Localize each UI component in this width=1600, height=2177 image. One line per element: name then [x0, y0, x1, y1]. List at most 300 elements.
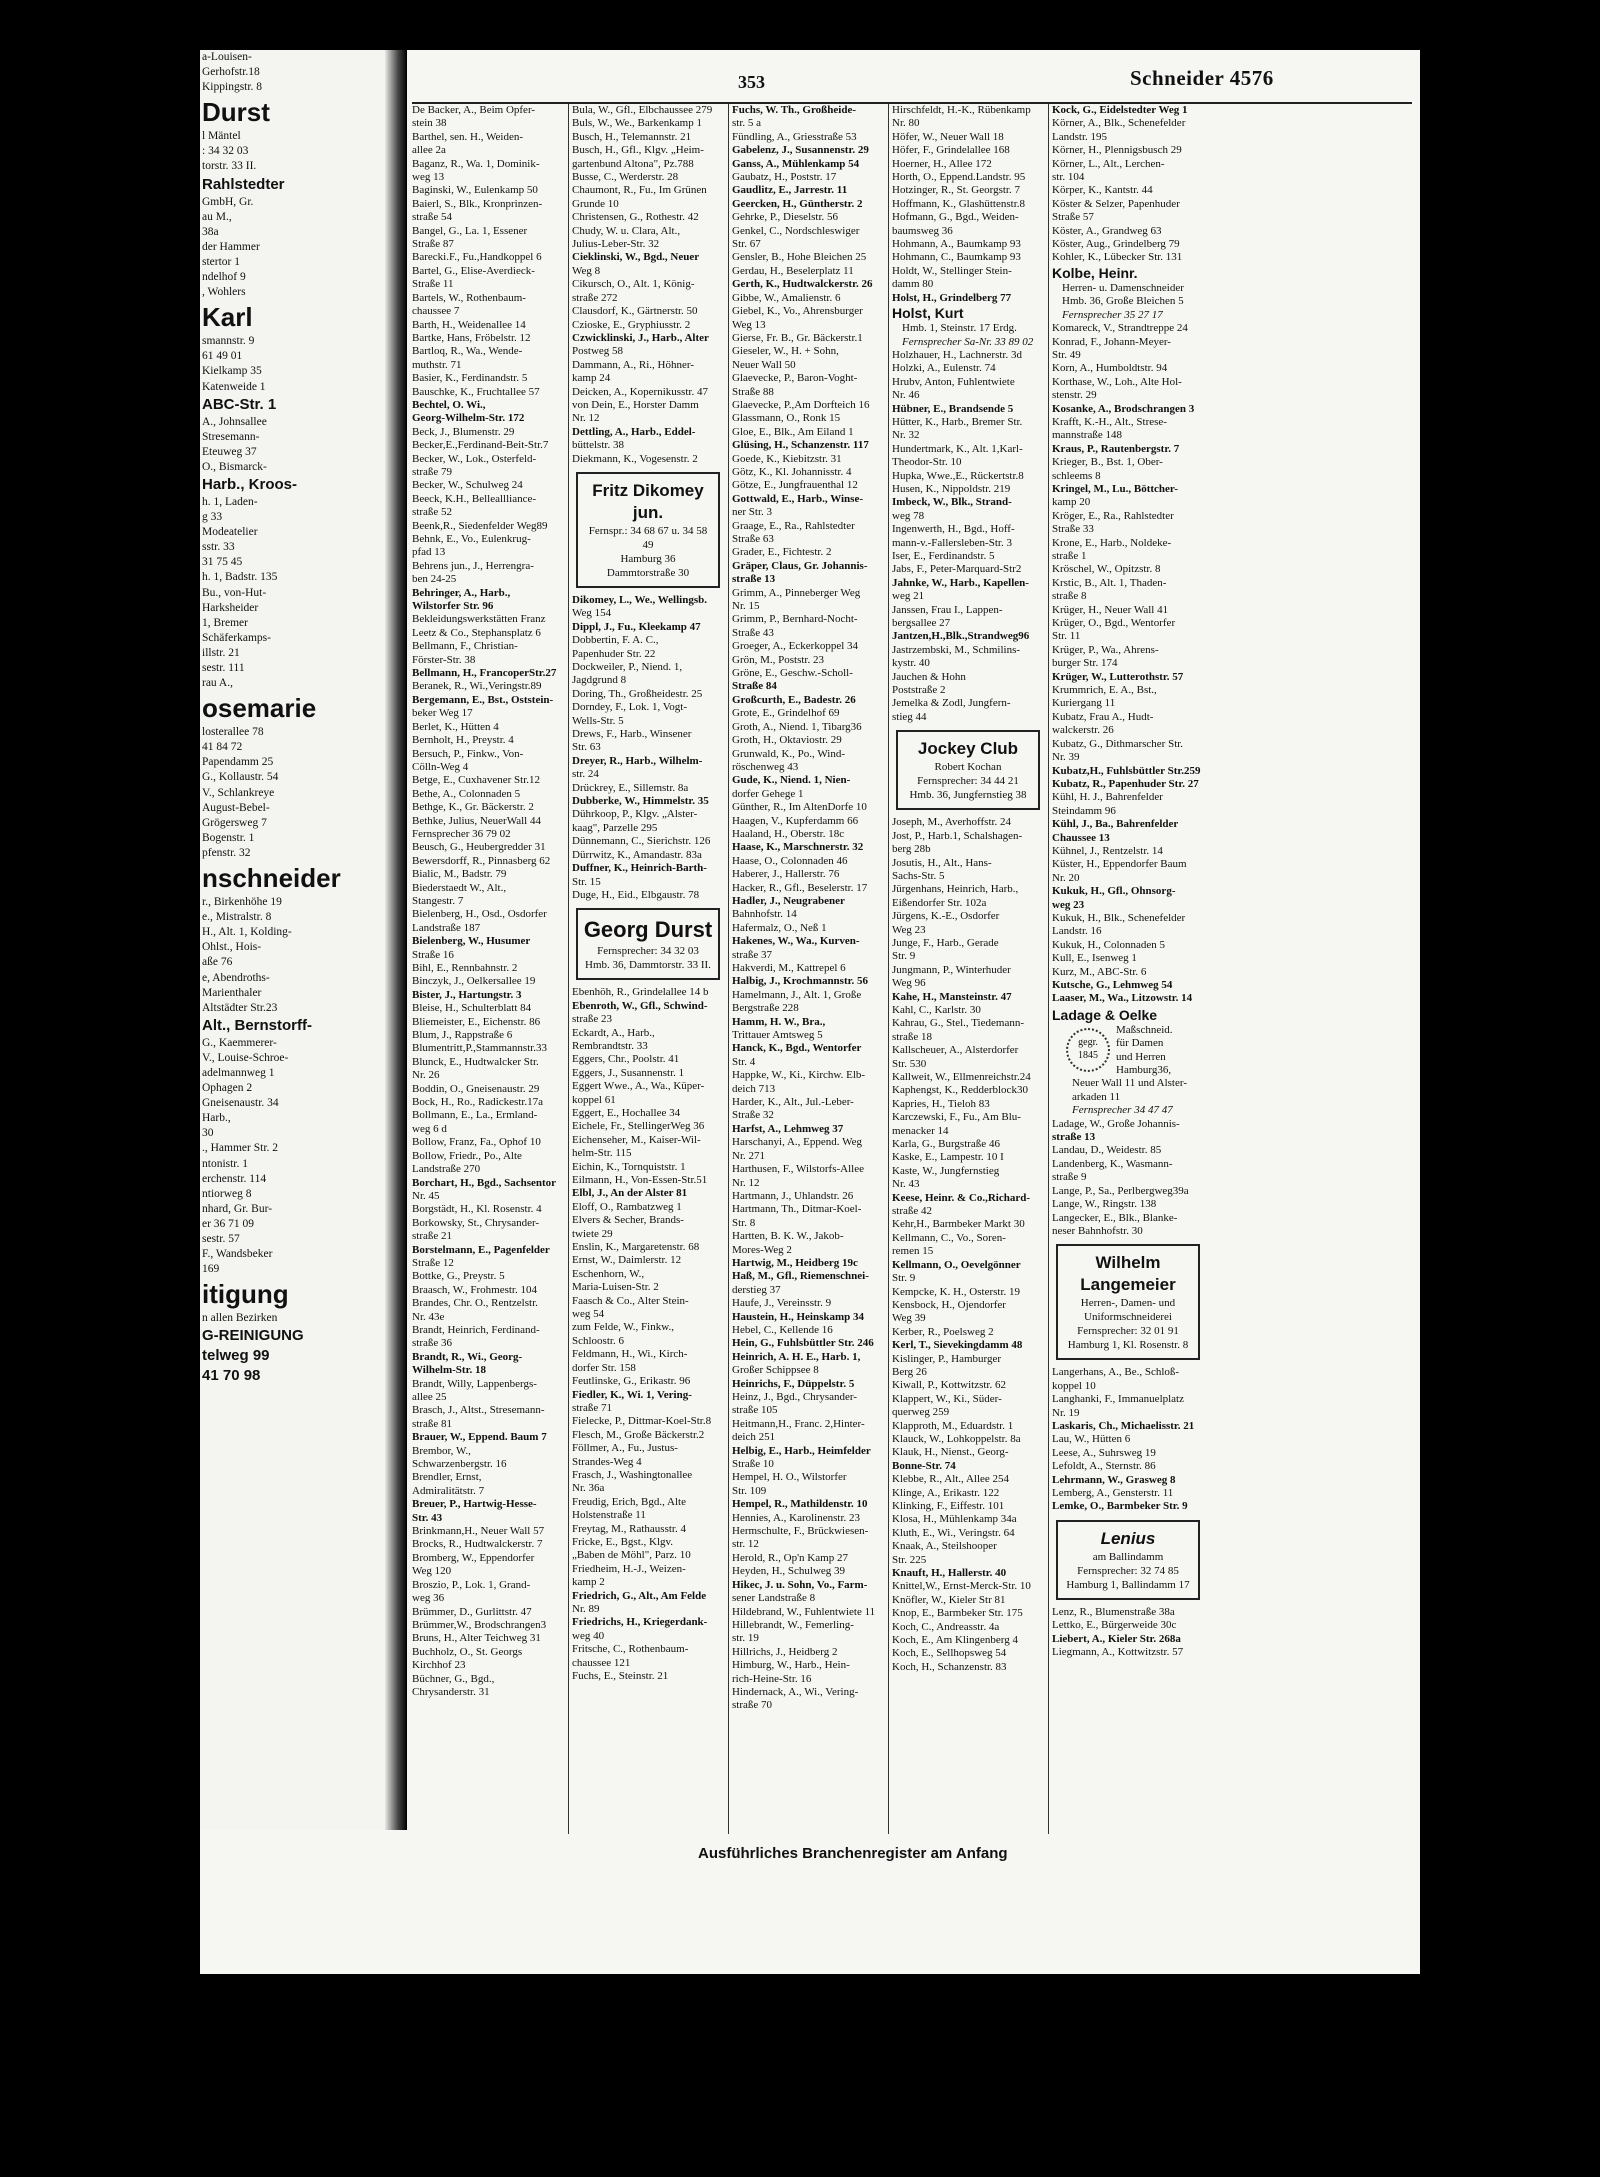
left-page-text: l Mäntel	[202, 130, 241, 143]
directory-entry: Knöfler, W., Kieler Str 81	[892, 1593, 1006, 1606]
directory-entry: Straße 88	[732, 385, 774, 398]
directory-entry: Strandes-Weg 4	[572, 1455, 642, 1468]
wreath-seal-icon: gegr. 1845	[1066, 1028, 1110, 1072]
directory-entry: Happke, W., Ki., Kirchw. Elb-	[732, 1069, 866, 1082]
directory-entry: Lenz, R., Blumenstraße 38a	[1052, 1605, 1175, 1618]
directory-entry: Kahe, H., Mansteinstr. 47	[892, 990, 1012, 1003]
directory-entry: berg 28b	[892, 843, 931, 856]
directory-entry: Kohler, K., Lübecker Str. 131	[1052, 251, 1183, 264]
left-page-text: stertor 1	[202, 255, 241, 268]
directory-entry: Straße 16	[412, 948, 454, 961]
directory-entry: Kiwall, P., Kottwitzstr. 62	[892, 1379, 1006, 1392]
directory-entry: Basier, K., Ferdinandstr. 5	[412, 372, 528, 385]
directory-entry: Heinz, J., Bgd., Chrysander-	[732, 1391, 858, 1403]
directory-entry: weg 13	[412, 171, 445, 184]
directory-entry: Dippl, J., Fu., Kleekamp 47	[572, 620, 701, 633]
directory-entry: Kringel, M., Lu., Böttcher-	[1052, 482, 1179, 495]
directory-entry: weg 40	[572, 1629, 605, 1642]
georg-durst-ad	[576, 908, 720, 980]
directory-entry: Haufe, J., Vereinsstr. 9	[732, 1297, 832, 1310]
directory-entry: Hempel, H. O., Wilstorfer	[732, 1471, 847, 1484]
directory-entry: Hamm, H. W., Bra.,	[732, 1015, 826, 1028]
directory-entry: Kellmann, O., Oevelgönner	[892, 1258, 1021, 1271]
directory-entry: Cölln-Weg 4	[412, 760, 469, 773]
directory-entry: Weg 13	[732, 318, 766, 331]
ad-line: Hamburg 1, Ballindamm 17	[1066, 1578, 1190, 1591]
directory-entry: muthstr. 71	[412, 358, 462, 371]
directory-entry: Gieseler, W., H. + Sohn,	[732, 345, 839, 358]
directory-entry: Keese, Heinr. & Co.,Richard-	[892, 1191, 1030, 1204]
directory-entry: menacker 14	[892, 1124, 949, 1137]
advertiser-name: Fritz Dikomey jun.	[592, 480, 704, 522]
directory-entry: kystr. 40	[892, 657, 930, 670]
directory-entry: Leese, A., Suhrsweg 19	[1052, 1446, 1156, 1459]
listing-line: und Herren	[1116, 1050, 1166, 1063]
left-page-text: Rahlstedter	[202, 175, 285, 193]
directory-entry: Küster, H., Eppendorfer Baum	[1052, 858, 1187, 871]
directory-entry: Landstr. 195	[1052, 130, 1107, 143]
directory-entry: Ladage, W., Große Johannis-	[1052, 1117, 1180, 1130]
directory-entry: Borgstädt, H., Kl. Rosenstr. 4	[412, 1203, 542, 1216]
left-page-text: sstr. 33	[202, 541, 235, 554]
directory-entry: Barecki.F., Fu.,Handkoppel 6	[412, 251, 542, 264]
directory-entry: Jost, P., Harb.1, Schalshagen-	[892, 829, 1023, 842]
left-page-text: nhard, Gr. Bur-	[202, 1202, 273, 1215]
directory-entry: Klinking, F., Eiffestr. 101	[892, 1500, 1005, 1512]
directory-entry: sener Landstraße 8	[732, 1592, 816, 1605]
left-page-text: torstr. 33 II.	[202, 160, 257, 173]
left-page-text: Kielkamp 35	[202, 365, 262, 378]
directory-entry: Giebel, K., Vo., Ahrensburger	[732, 305, 863, 318]
directory-entry: Busch, H., Gfl., Klgv. „Heim-	[572, 144, 704, 157]
left-page-text: g 33	[202, 511, 223, 524]
ad-line: Hamburg 36	[620, 552, 676, 565]
directory-entry: Hein, G., Fuhlsbüttler Str. 246	[732, 1337, 874, 1350]
column-1	[412, 104, 564, 1834]
directory-entry: Krone, E., Harb., Noldeke-	[1052, 536, 1172, 549]
directory-entry: Götze, E., Jungfrauenthal 12	[732, 479, 858, 492]
directory-entry: remen 15	[892, 1245, 934, 1258]
directory-entry: Bleise, H., Schulterblatt 84	[412, 1002, 532, 1015]
left-page-text: losterallee 78	[202, 726, 264, 739]
directory-entry: Nr. 89	[572, 1603, 600, 1615]
directory-entry: Grunde 10	[572, 197, 619, 210]
directory-entry: Str. 8	[732, 1216, 756, 1229]
directory-entry: Kluth, E., Wi., Veringstr. 64	[892, 1526, 1015, 1539]
directory-entry: Landenberg, K., Wasmann-	[1052, 1157, 1173, 1170]
directory-entry: Bock, H., Ro., Radickestr.17a	[412, 1096, 544, 1109]
directory-entry: weg 54	[572, 1308, 605, 1321]
directory-entry: Jantzen,H.,Blk.,Strandweg96	[892, 630, 1030, 643]
directory-entry: Nr. 20	[1052, 871, 1080, 884]
directory-entry: Drückrey, E., Sillemstr. 8a	[572, 781, 689, 794]
left-page-text: 31 75 45	[202, 556, 243, 569]
directory-entry: Barth, H., Weidenallee 14	[412, 318, 526, 331]
directory-entry: Nr. 15	[732, 600, 760, 613]
directory-entry: Dockweiler, P., Niend. 1,	[572, 661, 683, 673]
directory-entry: Kahrau, G., Stel., Tiedemann-	[892, 1017, 1024, 1030]
directory-entry: Blunck, E., Hudtwalcker Str.	[412, 1055, 539, 1068]
directory-entry: Bartke, Hans, Fröbelstr. 12	[412, 331, 531, 344]
directory-entry: Korthase, W., Loh., Alte Hol-	[1052, 375, 1182, 388]
directory-entry: Kubatz, Frau A., Hudt-	[1052, 710, 1154, 723]
directory-entry: Körper, K., Kantstr. 44	[1052, 184, 1153, 197]
left-page-text: ntonistr. 1	[202, 1157, 249, 1170]
directory-entry: weg 78	[892, 509, 925, 522]
directory-entry: Straße 84	[732, 680, 777, 693]
directory-entry: Nr. 45	[412, 1189, 440, 1202]
directory-entry: Straße 57	[1052, 211, 1094, 224]
directory-entry: Hartmann, Th., Ditmar-Koel-	[732, 1203, 862, 1216]
directory-entry: Chudy, W. u. Clara, Alt.,	[572, 224, 681, 237]
directory-entry: straße 272	[572, 291, 618, 304]
left-page-text: Schäferkamps-	[202, 631, 271, 644]
listing-line: für Damen	[1116, 1037, 1164, 1050]
directory-entry: Dürrwitz, K., Amandastr. 83a	[572, 848, 702, 861]
directory-entry: Lefoldt, A., Sternstr. 86	[1052, 1460, 1156, 1473]
left-page-text: itigung	[202, 1279, 289, 1310]
directory-entry: Eggert Wwe., A., Wa., Küper-	[572, 1080, 705, 1093]
directory-entry: Beusch, G., Heubergredder 31	[412, 841, 546, 854]
ladage-oelke-listing	[1052, 1006, 1204, 1118]
directory-entry: büttelstr. 38	[572, 439, 624, 452]
directory-entry: Föllmer, A., Fu., Justus-	[572, 1442, 678, 1455]
directory-entry: Freytag, M., Rathausstr. 4	[572, 1522, 686, 1535]
directory-entry: Rembrandtstr. 33	[572, 1039, 648, 1052]
directory-entry: str. 24	[572, 768, 599, 781]
directory-entry: Brendler, Ernst,	[412, 1471, 482, 1484]
directory-entry: Klebbe, R., Alt., Allee 254	[892, 1473, 1010, 1486]
directory-entry: Dammann, A., Ri., Höhner-	[572, 358, 694, 371]
directory-entry: Feutlinske, G., Erikastr. 96	[572, 1375, 691, 1388]
listing-line: Maßschneid.	[1116, 1023, 1173, 1036]
left-page-text: Katenweide 1	[202, 380, 266, 393]
directory-entry: Flesch, M., Große Bäckerstr.2	[572, 1428, 705, 1441]
directory-entry: Jungmann, P., Winterhuder	[892, 963, 1011, 976]
directory-entry: Friedheim, H.-J., Weizen-	[572, 1562, 686, 1575]
lenius-ad	[1056, 1520, 1200, 1600]
directory-entry: Beck, J., Blumenstr. 29	[412, 425, 515, 438]
directory-entry: Hübner, E., Brandsende 5	[892, 402, 1014, 415]
directory-entry: Eggers, J., Susannenstr. 1	[572, 1066, 685, 1079]
directory-entry: str. 19	[732, 1632, 759, 1645]
directory-entry: Beranek, R., Wi.,Veringstr.89	[412, 680, 542, 693]
directory-entry: Kallscheuer, A., Alsterdorfer	[892, 1044, 1019, 1057]
directory-entry: Binczyk, J., Oelkersallee 19	[412, 975, 536, 988]
directory-entry: Kehr,H., Barmbeker Markt 30	[892, 1218, 1025, 1231]
left-page-text: Ophagen 2	[202, 1082, 253, 1095]
directory-entry: Str. 63	[572, 741, 601, 754]
directory-entry: Landstraße 187	[412, 921, 481, 934]
directory-entry: stieg 44	[892, 710, 927, 723]
directory-entry: Brasch, J., Altst., Stresemann-	[412, 1404, 545, 1417]
directory-entry: Wells-Str. 5	[572, 714, 624, 727]
left-page-text: h. 1, Badstr. 135	[202, 571, 278, 584]
directory-entry: Feldmann, H., Wi., Kirch-	[572, 1348, 688, 1361]
left-page-text: smannstr. 9	[202, 335, 255, 348]
kolbe-listing	[1052, 265, 1204, 322]
directory-entry: Ganss, A., Mühlenkamp 54	[732, 157, 860, 170]
directory-entry: Busse, C., Werderstr. 28	[572, 171, 679, 184]
directory-entry: Straße 87	[412, 238, 454, 251]
directory-entry: Höfer, W., Neuer Wall 18	[892, 130, 1004, 143]
left-page-text: ., Hammer Str. 2	[202, 1142, 279, 1155]
directory-entry: Eloff, O., Rambatzweg 1	[572, 1200, 682, 1213]
directory-entry: Hermschulte, F., Brückwiesen-	[732, 1525, 869, 1538]
directory-entry: straße 81	[412, 1417, 453, 1430]
advertiser-name: Georg Durst	[583, 917, 713, 943]
directory-entry: straße 79	[412, 465, 453, 478]
directory-entry: Dührkoop, P., Klgv. „Alster-	[572, 808, 698, 821]
directory-entry: Weg 23	[892, 923, 926, 936]
directory-entry: Fiedler, K., Wi. 1, Vering-	[572, 1388, 692, 1401]
directory-entry: dorfer Str. 158	[572, 1361, 636, 1374]
left-page-text: au M.,	[202, 210, 232, 223]
book-gutter	[385, 50, 407, 1830]
directory-entry: Kerl, T., Sievekingdamm 48	[892, 1339, 1023, 1352]
directory-entry: Imbeck, W., Blk., Strand-	[892, 496, 1012, 509]
directory-entry: damm 80	[892, 278, 934, 291]
left-page-text: nschneider	[202, 863, 341, 894]
directory-entry: Elbl, J., An der Alster 81	[572, 1187, 688, 1200]
left-page-text: erchenstr. 114	[202, 1172, 267, 1185]
directory-entry: Hebel, C., Kellende 16	[732, 1323, 833, 1336]
directory-entry: Glüsing, H., Schanzenstr. 117	[732, 439, 869, 452]
directory-entry: Geercken, H., Güntherstr. 2	[732, 197, 863, 210]
directory-entry: Broszio, P., Lok. 1, Grand-	[412, 1578, 531, 1591]
directory-entry: Bonne-Str. 74	[892, 1459, 956, 1472]
directory-entry: Kahl, C., Karlstr. 30	[892, 1003, 981, 1016]
directory-entry: Glaevecke, P., Baron-Voght-	[732, 372, 858, 385]
directory-entry: Hartwig, M., Heidberg 19c	[732, 1256, 858, 1269]
directory-entry: Haustein, H., Heinskamp 34	[732, 1310, 865, 1323]
directory-entry: Kurz, M., ABC-Str. 6	[1052, 965, 1147, 978]
directory-entry: Str. 9	[892, 1272, 916, 1285]
directory-entry: Großer Schippsee 8	[732, 1364, 819, 1377]
directory-entry: neser Bahnhofstr. 30	[1052, 1224, 1143, 1237]
directory-entry: Barthel, sen. H., Weiden-	[412, 130, 524, 143]
directory-entry: Glaevecke, P.,Am Dorfteich 16	[732, 398, 870, 411]
ad-line: Herren-, Damen- und	[1080, 1297, 1176, 1310]
directory-entry: Jauchen & Hohn	[892, 670, 966, 683]
directory-entry: Christensen, G., Rothestr. 42	[572, 211, 699, 224]
left-page-text: Gneisenaustr. 34	[202, 1097, 279, 1110]
directory-entry: Behrens jun., J., Herrengra-	[412, 559, 534, 572]
left-page-text: H., Alt. 1, Kolding-	[202, 926, 292, 939]
directory-entry: Nr. 12	[732, 1176, 760, 1189]
directory-entry: röschenweg 43	[732, 760, 799, 773]
directory-entry: Jürgenhans, Heinrich, Harb.,	[892, 883, 1019, 896]
ad-line: Fernsprecher: 32 74 85	[1077, 1564, 1179, 1577]
directory-entry: Sachs-Str. 5	[892, 869, 945, 882]
directory-entry: Wilstorfer Str. 96	[412, 600, 494, 613]
directory-entry: Jastrzembski, M., Schmilins-	[892, 643, 1021, 656]
directory-entry: Höfer, F., Grindelallee 168	[892, 144, 1010, 157]
left-page-text: Harb., Kroos-	[202, 475, 298, 493]
left-page-text: F., Wandsbeker	[202, 1248, 273, 1261]
directory-entry: von Dein, E., Horster Damm	[572, 398, 699, 411]
directory-entry: Bethge, K., Gr. Bäckerstr. 2	[412, 801, 534, 814]
directory-entry: Trittauer Amtsweg 5	[732, 1029, 823, 1042]
directory-entry: Gottwald, E., Harb., Winse-	[732, 492, 863, 505]
directory-entry: Klapproth, M., Eduardstr. 1	[892, 1419, 1014, 1432]
left-page-text: 61 49 01	[202, 350, 243, 363]
directory-entry: Nr. 32	[892, 429, 920, 442]
directory-entry: Bartels, W., Rothenbaum-	[412, 291, 526, 304]
directory-entry: Büchner, G., Bgd.,	[412, 1672, 495, 1685]
directory-entry: mann-v.-Fallersleben-Str. 3	[892, 536, 1012, 549]
directory-entry: Heinrichs, F., Düppelstr. 5	[732, 1377, 855, 1390]
directory-entry: Bauschke, K., Fruchtallee 57	[412, 385, 540, 398]
directory-entry: Hillrichs, J., Heidberg 2	[732, 1645, 838, 1658]
directory-entry: Köster & Selzer, Papenhuder	[1052, 197, 1180, 210]
directory-entry: Fuchs, E., Steinstr. 21	[572, 1670, 669, 1683]
left-page-text: Ohlst., Hois-	[202, 941, 262, 954]
left-page-text: G-REINIGUNG	[202, 1327, 304, 1345]
directory-entry: Hennies, A., Karolinenstr. 23	[732, 1511, 861, 1524]
left-page-text: 38a	[202, 225, 219, 238]
directory-entry: Bekleidungswerkstätten Franz	[412, 613, 546, 626]
left-page-text: GmbH, Gr.	[202, 195, 254, 208]
left-page-text: ABC-Str. 1	[202, 395, 277, 413]
directory-entry: Brinkmann,H., Neuer Wall 57	[412, 1525, 545, 1538]
left-page-text: sestr. 111	[202, 662, 245, 674]
ad-line: Fernspr.: 34 68 67 u. 34 58 49	[588, 524, 708, 551]
jockey-club-ad	[896, 730, 1040, 810]
directory-entry: Josutis, H., Alt., Hans-	[892, 856, 992, 869]
directory-entry: Karla, G., Burgstraße 46	[892, 1138, 1000, 1151]
left-page-text: Kippingstr. 8	[202, 81, 263, 94]
directory-entry: Nr. 271	[732, 1149, 765, 1162]
left-page-text: Altstädter Str.23	[202, 1001, 278, 1014]
directory-entry: Harschanyi, A., Eppend. Weg	[732, 1136, 862, 1149]
directory-entry: straße 18	[892, 1030, 933, 1043]
directory-entry: Brandt, R., Wi., Georg-	[412, 1350, 523, 1363]
directory-entry: Steindamm 96	[1052, 804, 1116, 817]
left-page-text: 41 70 98	[202, 1367, 261, 1385]
directory-entry: Maria-Luisen-Str. 2	[572, 1281, 659, 1294]
directory-entry: Hamelmann, J., Alt. 1, Große	[732, 988, 862, 1001]
directory-entry: Enslin, K., Margaretenstr. 68	[572, 1241, 700, 1254]
left-page-text: er 36 71 09	[202, 1217, 255, 1230]
left-page-text: e, Abendroths-	[202, 971, 270, 984]
directory-entry: Chrysanderstr. 31	[412, 1685, 490, 1698]
directory-entry: Julius-Leber-Str. 32	[572, 238, 660, 251]
listing-name: Kolbe, Heinr.	[1052, 264, 1138, 281]
left-page-text: : 34 32 03	[202, 145, 249, 158]
left-page-text: Gerhofstr.18	[202, 66, 260, 79]
directory-entry: Behnk, E., Vo., Eulenkrug-	[412, 533, 531, 545]
directory-entry: Hütter, K., Harb., Bremer Str.	[892, 415, 1023, 428]
directory-entry: straße 21	[412, 1230, 453, 1243]
directory-entry: Kühl, H. J., Bahrenfelder	[1052, 791, 1163, 804]
directory-entry: Hillebrandt, W., Femerling-	[732, 1618, 854, 1631]
directory-entry: Dorndey, F., Lok. 1, Vogt-	[572, 701, 688, 714]
directory-entry: Haß, M., Gfl., Riemenschnei-	[732, 1270, 869, 1283]
directory-entry: Bister, J., Hartungstr. 3	[412, 988, 522, 1001]
directory-entry: Hoffmann, K., Glashüttenstr.8	[892, 197, 1026, 210]
left-page-text: h. 1, Laden-	[202, 495, 258, 508]
directory-entry: Bangel, G., La. 1, Essener	[412, 224, 528, 237]
directory-entry: Götz, K., Kl. Johannisstr. 4	[732, 465, 852, 478]
directory-entry: weg 6 d	[412, 1122, 447, 1135]
directory-entry: Landau, D., Weidestr. 85	[1052, 1144, 1162, 1157]
left-page-text: illstr. 21	[202, 646, 240, 659]
directory-entry: Str. 15	[572, 875, 601, 888]
directory-entry: straße 105	[732, 1404, 778, 1417]
directory-entry: Bernholt, H., Preystr. 4	[412, 734, 514, 747]
directory-entry: Freudig, Erich, Bgd., Alte	[572, 1495, 686, 1508]
directory-entry: Mores-Weg 2	[732, 1243, 792, 1256]
directory-entry: gartenbund Altona", Pz.788	[572, 157, 694, 170]
directory-entry: Bula, W., Gfl., Elbchaussee 279	[572, 104, 713, 116]
directory-entry: Str. 530	[892, 1057, 927, 1070]
directory-entry: weg 36	[412, 1592, 445, 1605]
directory-entry: Doring, Th., Großheidestr. 25	[572, 687, 703, 700]
directory-entry: Kröger, E., Ra., Rahlstedter	[1052, 509, 1174, 522]
directory-entry: Fernsprecher 36 79 02	[412, 827, 511, 840]
directory-entry: Liegmann, A., Kottwitzstr. 57	[1052, 1646, 1184, 1658]
directory-entry: koppel 10	[1052, 1379, 1096, 1392]
left-page-text: A., Johnsallee	[202, 415, 267, 428]
directory-entry: kamp 2	[572, 1576, 605, 1589]
directory-entry: kaag", Parzelle 295	[572, 821, 658, 834]
directory-entry: Blumentritt,P.,Stammannstr.33	[412, 1042, 548, 1055]
directory-entry: Lemke, O., Barmbeker Str. 9	[1052, 1500, 1188, 1513]
directory-entry: straße 23	[572, 1013, 613, 1026]
directory-entry: Nr. 19	[1052, 1406, 1080, 1419]
directory-entry: Heyden, H., Schulweg 39	[732, 1565, 846, 1578]
directory-entry: Friedrich, G., Alt., Am Felde	[572, 1589, 707, 1602]
directory-entry: Günther, R., Im AltenDorfe 10	[732, 801, 867, 814]
directory-entry: Holst, H., Grindelberg 77	[892, 291, 1012, 304]
directory-entry: Faasch & Co., Alter Stein-	[572, 1294, 689, 1307]
left-page-text: der Hammer	[202, 240, 260, 253]
directory-entry: burger Str. 174	[1052, 657, 1118, 670]
directory-entry: Str. 67	[732, 238, 761, 251]
directory-entry: Knittel,W., Ernst-Merck-Str. 10	[892, 1580, 1031, 1593]
directory-entry: Bewersdorff, R., Pinnasberg 62	[412, 854, 551, 867]
column-5	[1052, 104, 1204, 1834]
directory-entry: Junge, F., Harb., Gerade	[892, 936, 999, 949]
directory-entry: Kerber, R., Poelsweg 2	[892, 1325, 994, 1338]
directory-entry: Komareck, V., Strandtreppe 24	[1052, 322, 1188, 335]
directory-entry: Dreyer, R., Harb., Wilhelm-	[572, 754, 703, 767]
directory-entry: Kröschel, W., Opitzstr. 8	[1052, 563, 1161, 576]
directory-entry: Gaudlitz, E., Jarrestr. 11	[732, 184, 848, 197]
directory-entry: Fuchs, W. Th., Großheide-	[732, 104, 856, 116]
directory-entry: Hupka, Wwe.,E., Rückertstr.8	[892, 469, 1024, 482]
directory-entry: Hempel, R., Mathildenstr. 10	[732, 1498, 868, 1511]
directory-entry: weg 21	[892, 590, 925, 603]
directory-entry: Kraus, P., Rautenbergstr. 7	[1052, 442, 1180, 455]
directory-entry: Krummrich, E. A., Bst.,	[1052, 684, 1157, 697]
directory-entry: Karczewski, F., Fu., Am Blu-	[892, 1111, 1021, 1124]
directory-entry: Knaak, A., Steilshooper	[892, 1540, 997, 1553]
left-page-text: a-Louisen-	[202, 51, 252, 63]
directory-entry: Str. 9	[892, 950, 916, 963]
ad-line: Dammtorstraße 30	[606, 566, 690, 579]
directory-entry: Hartmann, J., Uhlandstr. 26	[732, 1189, 854, 1202]
directory-entry: Köster, A., Grandweg 63	[1052, 224, 1162, 237]
directory-entry: Cieklinski, W., Bgd., Neuer	[572, 251, 700, 264]
left-page-text: August-Bebel-	[202, 801, 270, 814]
directory-entry: straße 37	[732, 948, 773, 961]
directory-entry: Konrad, F., Johann-Meyer-	[1052, 335, 1171, 348]
directory-entry: Buchholz, O., St. Georgs	[412, 1645, 523, 1658]
directory-entry: Dünnemann, C., Sierichstr. 126	[572, 835, 711, 848]
listing-line: Fernsprecher 35 27 17	[1062, 308, 1163, 321]
